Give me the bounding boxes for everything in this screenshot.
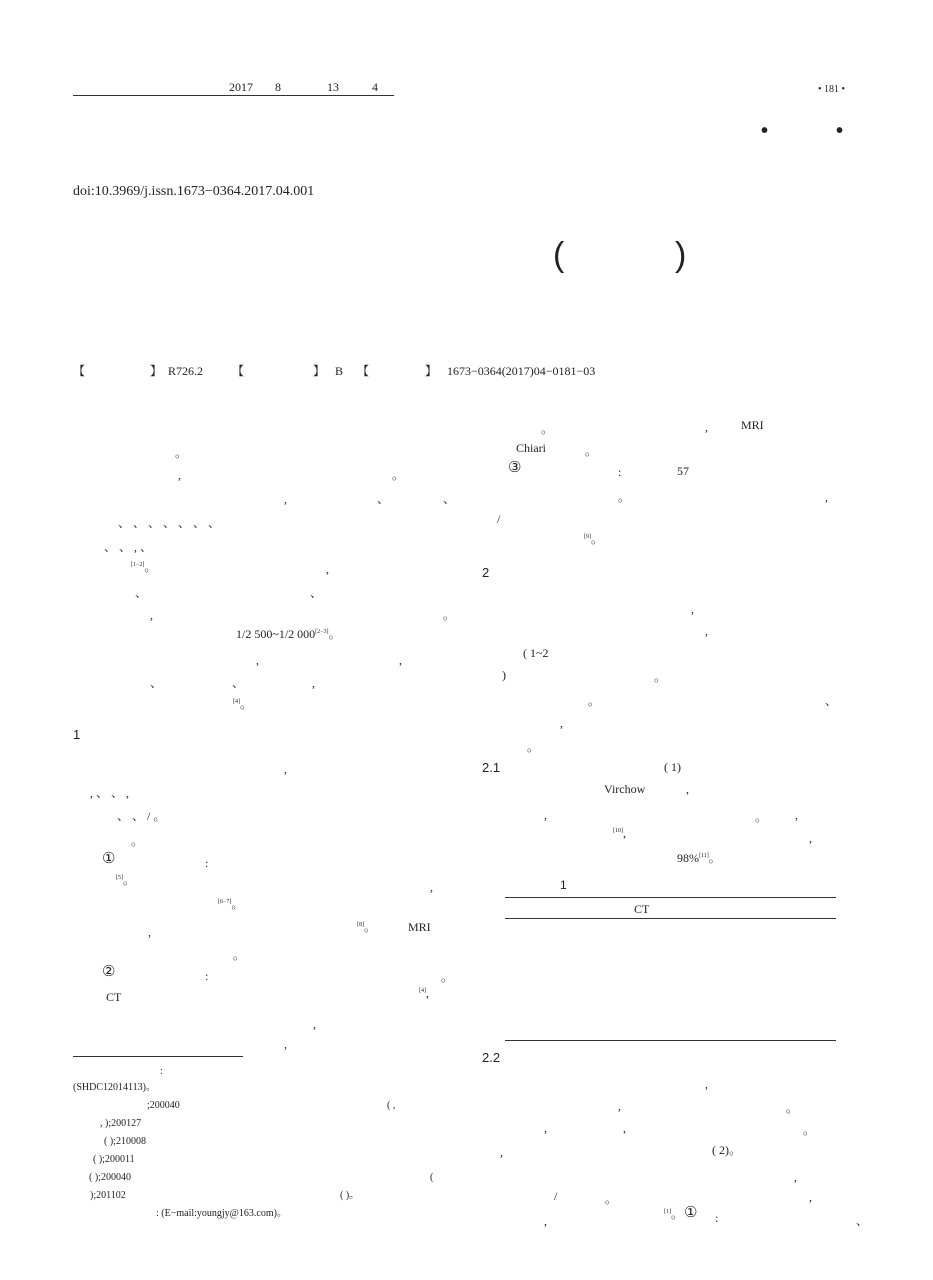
text-mark: , <box>691 602 694 616</box>
affiliation-line: ( )。 <box>340 1190 360 1201</box>
text-mark: , <box>500 1145 503 1159</box>
text-mark: , <box>809 1190 812 1204</box>
text-mark: / <box>554 1189 558 1203</box>
affiliation-line: ( <box>430 1172 434 1183</box>
affiliation-line: );201102 <box>90 1190 126 1201</box>
text-mark: 。 <box>364 920 377 934</box>
bracket-open-2: 【 <box>232 364 245 378</box>
text-mark: 。 <box>144 560 157 574</box>
text-line: , 、 、 , <box>90 786 130 800</box>
journal-volume: 13 <box>327 80 339 94</box>
text-mark: , <box>705 420 708 434</box>
text-mark: , <box>284 762 287 776</box>
incidence-range: 1/2 500~1/2 000 <box>236 627 316 641</box>
text-mark: , <box>618 1099 621 1113</box>
text-mark: : <box>205 969 209 983</box>
text-mark: 。 <box>392 468 405 482</box>
table-header-rule <box>505 918 836 919</box>
text-mark: , <box>430 880 433 894</box>
text-mark: 。 <box>755 810 768 824</box>
text-mark: 、 <box>377 492 390 506</box>
journal-issue: 4 <box>372 80 378 94</box>
text-mark: , <box>284 492 287 506</box>
table-number: 1 <box>560 878 567 892</box>
bracket-open-3: 【 <box>357 364 370 378</box>
mri-term: MRI <box>408 920 431 934</box>
text-mark: 。 <box>175 446 188 460</box>
table-top-rule <box>505 897 836 898</box>
article-id: 1673−0364(2017)04−0181−03 <box>447 364 596 378</box>
text-mark: 。 <box>618 490 631 504</box>
bracket-close-1: 】 <box>150 364 163 378</box>
affiliation-line: ;200040 <box>147 1100 180 1111</box>
footnote-rule <box>73 1056 243 1057</box>
list-marker-1: ① <box>102 851 116 867</box>
text-mark: 、 <box>232 676 245 690</box>
text-line: 、 、 / 。 <box>117 809 166 823</box>
section-heading-2-2: 2.2 <box>482 1050 501 1065</box>
citation[interactable]: [8] <box>357 922 364 928</box>
text-mark: , <box>544 1214 547 1228</box>
figure-ref-1[interactable]: ( 1) <box>664 760 681 774</box>
text-mark: 、 <box>443 492 456 506</box>
text-mark: , <box>560 716 563 730</box>
header-dot-2: • <box>836 120 844 142</box>
age-value: 57 <box>677 464 689 478</box>
bracket-open-1: 【 <box>73 364 86 378</box>
text-mark: 。 <box>240 697 253 711</box>
bracket-close-2: 】 <box>313 364 326 378</box>
figure-ref-2[interactable]: ( 2)。 <box>712 1143 741 1157</box>
text-mark: 。 <box>708 851 721 865</box>
citation[interactable]: [5] <box>116 875 123 881</box>
citation[interactable]: [1−2] <box>131 562 145 568</box>
citation[interactable]: [6−7] <box>218 899 232 905</box>
text-mark: , <box>150 608 153 622</box>
text-mark: , <box>256 653 259 667</box>
text-mark: 、 <box>825 694 838 708</box>
citation[interactable]: [11] <box>699 853 709 859</box>
affiliation-line: , );200127 <box>100 1118 142 1129</box>
affiliation-line: ( );200040 <box>89 1172 131 1183</box>
text-mark: 。 <box>441 970 454 984</box>
citation[interactable]: [4] <box>233 699 240 705</box>
text-mark: , <box>399 653 402 667</box>
text-mark: 。 <box>541 422 554 436</box>
duration-range: ( 1~2 <box>523 646 549 660</box>
text-mark: 。 <box>588 694 601 708</box>
section-heading-2: 2 <box>482 565 490 580</box>
text-mark: / <box>497 512 501 526</box>
text-mark: , <box>313 1017 316 1031</box>
bracket-close-3: 】 <box>425 364 438 378</box>
text-line: 、 、 , 、 <box>104 540 153 554</box>
text-mark: , <box>178 468 181 482</box>
text-mark: , <box>623 826 626 840</box>
text-mark: , <box>284 1037 287 1051</box>
text-mark: : <box>715 1211 719 1225</box>
text-mark: 。 <box>605 1192 618 1206</box>
text-mark: , <box>794 1170 797 1184</box>
text-mark: , <box>312 676 315 690</box>
text-mark: , <box>426 986 429 1000</box>
chiari-term: Chiari <box>516 441 546 455</box>
virchow-term: Virchow <box>604 782 646 796</box>
text-mark: 。 <box>803 1123 816 1137</box>
text-mark: 。 <box>328 627 341 641</box>
list-marker-1b: ① <box>684 1205 698 1221</box>
text-mark: 、 <box>135 586 148 600</box>
title-paren-close: ) <box>675 236 687 274</box>
text-mark: 、 <box>150 676 163 690</box>
header-rule <box>73 95 394 96</box>
text-mark: : <box>618 465 622 479</box>
text-mark: 。 <box>443 608 456 622</box>
text-mark: 。 <box>527 740 540 754</box>
fund-number: (SHDC12014113)。 <box>73 1082 156 1093</box>
text-mark: , <box>686 782 689 796</box>
percentage-value: 98% <box>677 851 699 865</box>
table-header-ct: CT <box>634 902 650 916</box>
text-mark: , <box>809 831 812 845</box>
text-line: 、 、 、 、 、 、 、 <box>118 516 221 530</box>
header-dot-1: • <box>761 120 769 142</box>
text-mark: 。 <box>231 897 244 911</box>
text-mark: , <box>544 1121 547 1135</box>
doi-link[interactable]: doi:10.3969/j.issn.1673−0364.2017.04.001 <box>73 184 315 199</box>
footnote-colon: : <box>160 1066 163 1077</box>
text-mark: , <box>705 1077 708 1091</box>
text-mark: , <box>326 562 329 576</box>
text-mark: 。 <box>585 444 598 458</box>
citation[interactable]: [9] <box>584 534 591 540</box>
text-mark: 。 <box>654 670 667 684</box>
text-mark: 。 <box>233 948 246 962</box>
text-mark: , <box>544 808 547 822</box>
document-code: B <box>335 364 344 378</box>
title-paren-open: ( <box>553 236 565 274</box>
text-mark: : <box>205 856 209 870</box>
affiliation-line: ( , <box>387 1100 396 1111</box>
text-mark: , <box>705 624 708 638</box>
ct-term: CT <box>106 990 122 1004</box>
affiliation-line: ( );210008 <box>104 1136 146 1147</box>
text-mark: 。 <box>671 1207 684 1221</box>
corresponding-author-email[interactable]: : (E−mail:youngjy@163.com)。 <box>156 1208 287 1219</box>
text-mark: 。 <box>131 834 144 848</box>
text-mark: 、 <box>310 586 323 600</box>
list-marker-3: ③ <box>508 460 522 476</box>
clc-number: R726.2 <box>168 364 204 378</box>
citation[interactable]: [10] <box>613 828 623 834</box>
text-mark: 。 <box>591 532 604 546</box>
journal-year: 2017 <box>229 80 253 94</box>
mri-term: MRI <box>741 418 764 432</box>
page-number: • 181 • <box>818 84 846 95</box>
section-heading-1: 1 <box>73 727 81 742</box>
text-mark: 、 <box>856 1214 869 1228</box>
text-mark: , <box>795 808 798 822</box>
text-mark: , <box>825 490 828 504</box>
list-marker-2: ② <box>102 964 116 980</box>
text-mark: 。 <box>786 1101 799 1115</box>
journal-month: 8 <box>275 80 281 94</box>
section-heading-2-1: 2.1 <box>482 760 501 775</box>
text-mark: , <box>623 1121 626 1135</box>
citation[interactable]: [4] <box>419 988 426 994</box>
affiliation-line: ( );200011 <box>93 1154 135 1165</box>
citation[interactable]: [1] <box>664 1209 671 1215</box>
text-mark: ) <box>502 668 506 682</box>
citation[interactable]: [2−3] <box>315 629 329 635</box>
text-mark: , <box>148 925 151 939</box>
text-mark: 。 <box>123 873 136 887</box>
table-bottom-rule <box>505 1040 836 1041</box>
